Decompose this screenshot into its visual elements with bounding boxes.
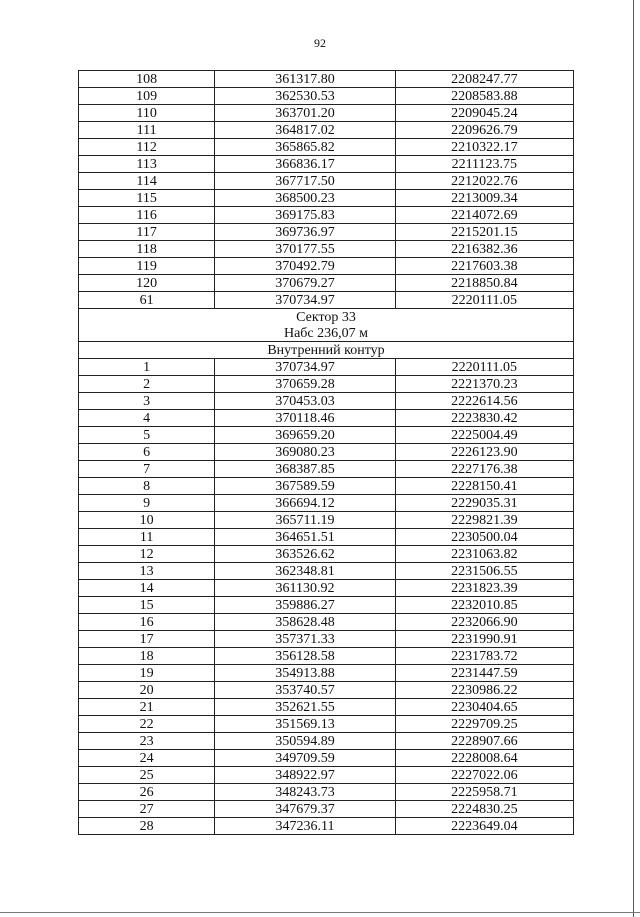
coordinate-x: 354913.88 <box>215 665 395 682</box>
point-number: 6 <box>79 444 215 461</box>
coordinate-x: 364651.51 <box>215 529 395 546</box>
point-number: 24 <box>79 750 215 767</box>
coordinate-x: 348922.97 <box>215 767 395 784</box>
table-row <box>79 88 574 105</box>
point-number: 5 <box>79 427 215 444</box>
table-row <box>79 461 574 478</box>
table-row <box>79 427 574 444</box>
coordinate-x: 369736.97 <box>215 224 395 241</box>
point-number: 13 <box>79 563 215 580</box>
contour-label: Внутренний контур <box>79 342 574 359</box>
coordinate-y: 2231506.55 <box>395 563 573 580</box>
coordinate-y: 2229821.39 <box>395 512 573 529</box>
coordinate-y: 2223830.42 <box>395 410 573 427</box>
coordinate-y: 2208583.88 <box>395 88 573 105</box>
coordinate-x: 364817.02 <box>215 122 395 139</box>
table-row <box>79 156 574 173</box>
coordinate-x: 368500.23 <box>215 190 395 207</box>
point-number: 108 <box>79 71 215 88</box>
coordinate-x: 370118.46 <box>215 410 395 427</box>
coordinate-x: 369175.83 <box>215 207 395 224</box>
point-number: 2 <box>79 376 215 393</box>
point-number: 61 <box>79 292 215 309</box>
coordinate-x: 370679.27 <box>215 275 395 292</box>
table-row <box>79 546 574 563</box>
coordinate-y: 2225004.49 <box>395 427 573 444</box>
coordinate-y: 2226123.90 <box>395 444 573 461</box>
coordinate-y: 2221370.23 <box>395 376 573 393</box>
coordinate-x: 361317.80 <box>215 71 395 88</box>
coordinate-x: 370659.28 <box>215 376 395 393</box>
point-number: 114 <box>79 173 215 190</box>
coordinate-y: 2228008.64 <box>395 750 573 767</box>
coordinate-x: 347679.37 <box>215 801 395 818</box>
coordinate-y: 2220111.05 <box>395 292 573 309</box>
coordinate-x: 351569.13 <box>215 716 395 733</box>
coordinate-y: 2229035.31 <box>395 495 573 512</box>
point-number: 19 <box>79 665 215 682</box>
coordinate-x: 363701.20 <box>215 105 395 122</box>
coordinate-y: 2217603.38 <box>395 258 573 275</box>
table-row <box>79 359 574 376</box>
point-number: 25 <box>79 767 215 784</box>
coordinate-x: 369659.20 <box>215 427 395 444</box>
coordinate-y: 2215201.15 <box>395 224 573 241</box>
point-number: 112 <box>79 139 215 156</box>
coordinate-y: 2230986.22 <box>395 682 573 699</box>
table-row <box>79 529 574 546</box>
point-number: 15 <box>79 597 215 614</box>
point-number: 28 <box>79 818 215 835</box>
sector-title: Сектор 33 <box>79 309 574 326</box>
coordinate-y: 2209626.79 <box>395 122 573 139</box>
coordinate-y: 2231783.72 <box>395 648 573 665</box>
table-row <box>79 733 574 750</box>
coordinate-y: 2231823.39 <box>395 580 573 597</box>
coordinates-table-top-rows <box>79 71 574 309</box>
coordinate-x: 350594.89 <box>215 733 395 750</box>
point-number: 4 <box>79 410 215 427</box>
coordinate-x: 359886.27 <box>215 597 395 614</box>
coordinate-x: 362348.81 <box>215 563 395 580</box>
coordinate-x: 369080.23 <box>215 444 395 461</box>
table-row <box>79 173 574 190</box>
point-number: 12 <box>79 546 215 563</box>
table-row <box>79 512 574 529</box>
point-number: 111 <box>79 122 215 139</box>
table-row <box>79 563 574 580</box>
coordinate-y: 2224830.25 <box>395 801 573 818</box>
coordinate-y: 2223649.04 <box>395 818 573 835</box>
coordinate-y: 2231447.59 <box>395 665 573 682</box>
table-row <box>79 258 574 275</box>
page-number: 92 <box>314 36 326 50</box>
sector-header <box>79 309 574 359</box>
coordinate-y: 2229709.25 <box>395 716 573 733</box>
point-number: 14 <box>79 580 215 597</box>
table-row <box>79 122 574 139</box>
coordinate-y: 2228907.66 <box>395 733 573 750</box>
coordinate-x: 370453.03 <box>215 393 395 410</box>
coordinate-y: 2232066.90 <box>395 614 573 631</box>
coordinate-y: 2218850.84 <box>395 275 573 292</box>
table-row <box>79 699 574 716</box>
coordinate-y: 2231990.91 <box>395 631 573 648</box>
coordinate-y: 2212022.76 <box>395 173 573 190</box>
coordinate-y: 2230404.65 <box>395 699 573 716</box>
table-row <box>79 393 574 410</box>
coordinate-x: 366694.12 <box>215 495 395 512</box>
table-row <box>79 614 574 631</box>
table-row <box>79 580 574 597</box>
coordinates-table-bottom-rows <box>79 359 574 835</box>
coordinate-x: 358628.48 <box>215 614 395 631</box>
coordinate-x: 361130.92 <box>215 580 395 597</box>
coordinate-x: 347236.11 <box>215 818 395 835</box>
table-row <box>79 767 574 784</box>
point-number: 116 <box>79 207 215 224</box>
sector-subtitle-row <box>79 325 574 342</box>
coordinate-x: 370492.79 <box>215 258 395 275</box>
coordinate-y: 2228150.41 <box>395 478 573 495</box>
point-number: 109 <box>79 88 215 105</box>
coordinate-y: 2220111.05 <box>395 359 573 376</box>
table-row <box>79 444 574 461</box>
point-number: 20 <box>79 682 215 699</box>
sector-subtitle: Набс 236,07 м <box>79 325 574 342</box>
scan-edge-bottom <box>0 912 640 913</box>
table-row <box>79 716 574 733</box>
coordinate-y: 2231063.82 <box>395 546 573 563</box>
coordinate-x: 370734.97 <box>215 359 395 376</box>
point-number: 3 <box>79 393 215 410</box>
point-number: 16 <box>79 614 215 631</box>
table-row <box>79 784 574 801</box>
table-row <box>79 597 574 614</box>
contour-label-row <box>79 342 574 359</box>
table-row <box>79 750 574 767</box>
coordinate-y: 2208247.77 <box>395 71 573 88</box>
coordinate-x: 357371.33 <box>215 631 395 648</box>
coordinate-y: 2214072.69 <box>395 207 573 224</box>
coordinate-x: 356128.58 <box>215 648 395 665</box>
coordinate-x: 365865.82 <box>215 139 395 156</box>
coordinate-x: 348243.73 <box>215 784 395 801</box>
coordinate-x: 366836.17 <box>215 156 395 173</box>
table-row <box>79 818 574 835</box>
coordinate-x: 365711.19 <box>215 512 395 529</box>
point-number: 7 <box>79 461 215 478</box>
coordinate-y: 2216382.36 <box>395 241 573 258</box>
table-row <box>79 105 574 122</box>
table-row <box>79 224 574 241</box>
coordinate-y: 2210322.17 <box>395 139 573 156</box>
coordinate-x: 352621.55 <box>215 699 395 716</box>
point-number: 23 <box>79 733 215 750</box>
table-row <box>79 410 574 427</box>
coordinate-y: 2227022.06 <box>395 767 573 784</box>
point-number: 120 <box>79 275 215 292</box>
table-row <box>79 139 574 156</box>
table-row <box>79 801 574 818</box>
coordinate-x: 370734.97 <box>215 292 395 309</box>
coordinate-y: 2232010.85 <box>395 597 573 614</box>
coordinate-y: 2213009.34 <box>395 190 573 207</box>
table-row <box>79 376 574 393</box>
point-number: 27 <box>79 801 215 818</box>
point-number: 10 <box>79 512 215 529</box>
coordinate-x: 370177.55 <box>215 241 395 258</box>
point-number: 115 <box>79 190 215 207</box>
table-row <box>79 190 574 207</box>
point-number: 117 <box>79 224 215 241</box>
table-row <box>79 292 574 309</box>
coordinate-y: 2209045.24 <box>395 105 573 122</box>
point-number: 110 <box>79 105 215 122</box>
coordinate-y: 2222614.56 <box>395 393 573 410</box>
point-number: 17 <box>79 631 215 648</box>
table-row <box>79 665 574 682</box>
point-number: 11 <box>79 529 215 546</box>
table-row <box>79 682 574 699</box>
table-row <box>79 478 574 495</box>
coordinate-x: 367589.59 <box>215 478 395 495</box>
coordinate-y: 2225958.71 <box>395 784 573 801</box>
point-number: 119 <box>79 258 215 275</box>
table-row <box>79 71 574 88</box>
table-row <box>79 495 574 512</box>
coordinate-y: 2230500.04 <box>395 529 573 546</box>
point-number: 118 <box>79 241 215 258</box>
point-number: 22 <box>79 716 215 733</box>
point-number: 26 <box>79 784 215 801</box>
scan-edge-right <box>633 0 634 917</box>
table-row <box>79 207 574 224</box>
coordinate-x: 362530.53 <box>215 88 395 105</box>
coordinate-x: 363526.62 <box>215 546 395 563</box>
coordinate-x: 349709.59 <box>215 750 395 767</box>
coordinate-x: 368387.85 <box>215 461 395 478</box>
table-row <box>79 631 574 648</box>
table-row <box>79 275 574 292</box>
point-number: 18 <box>79 648 215 665</box>
point-number: 1 <box>79 359 215 376</box>
point-number: 8 <box>79 478 215 495</box>
table-row <box>79 648 574 665</box>
coordinates-table <box>78 70 574 835</box>
point-number: 113 <box>79 156 215 173</box>
coordinate-y: 2211123.75 <box>395 156 573 173</box>
point-number: 9 <box>79 495 215 512</box>
coordinate-x: 353740.57 <box>215 682 395 699</box>
point-number: 21 <box>79 699 215 716</box>
sector-title-row <box>79 309 574 326</box>
coordinate-y: 2227176.38 <box>395 461 573 478</box>
table-row <box>79 241 574 258</box>
coordinate-x: 367717.50 <box>215 173 395 190</box>
